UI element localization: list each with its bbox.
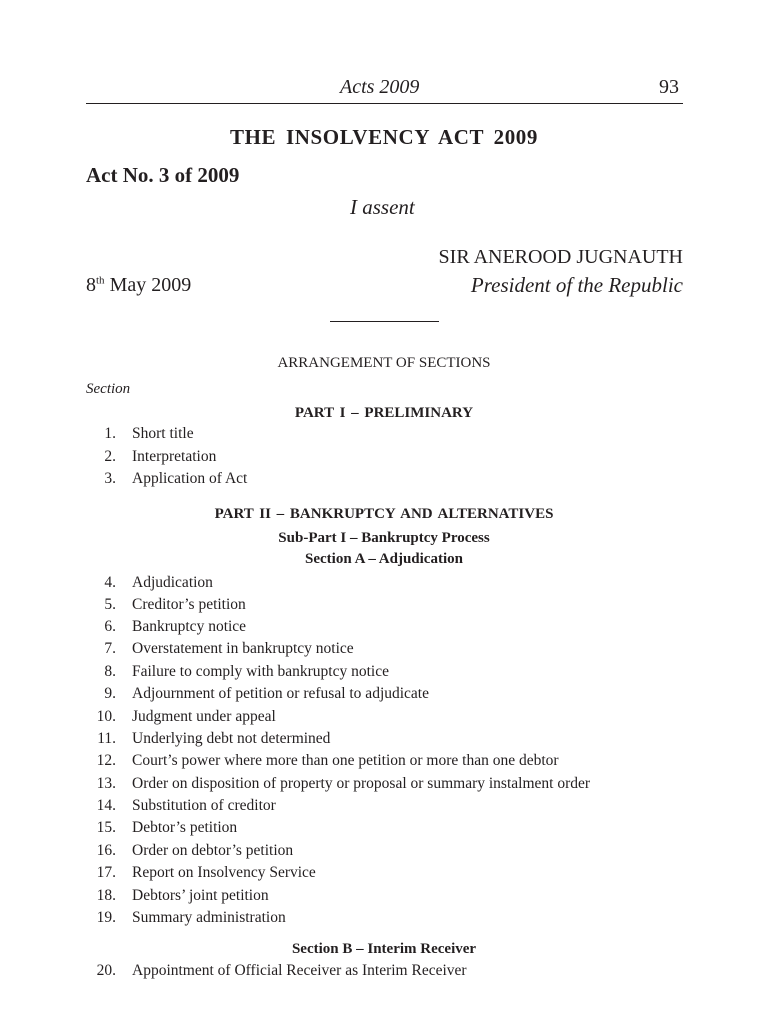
toc-row <box>0 685 768 707</box>
toc-row <box>0 909 768 931</box>
toc-number: 7. <box>104 640 116 657</box>
toc-number: 20. <box>96 962 116 979</box>
toc-title: Interpretation <box>132 448 217 465</box>
toc-number: 18. <box>96 887 116 904</box>
toc-title: Overstatement in bankruptcy notice <box>132 640 354 657</box>
toc-row <box>0 574 768 596</box>
toc-number: 4. <box>104 574 116 591</box>
toc-row <box>0 730 768 752</box>
toc-title: Summary administration <box>132 909 286 926</box>
arrangement-heading: ARRANGEMENT OF SECTIONS <box>277 355 491 371</box>
toc-row <box>0 596 768 618</box>
toc-number: 11. <box>97 730 116 747</box>
title-divider <box>330 321 439 322</box>
toc-title: Judgment under appeal <box>132 708 276 725</box>
toc-title: Appointment of Official Receiver as Interim Receiver <box>132 962 467 979</box>
toc-row <box>0 663 768 685</box>
subpart-1-heading: Sub-Part I – Bankruptcy Process <box>278 530 490 546</box>
part-2-heading: PART II – BANKRUPTCY AND ALTERNATIVES <box>214 506 554 522</box>
toc-title: Creditor’s petition <box>132 596 246 613</box>
toc-row <box>0 425 768 447</box>
president-name: SIR ANEROOD JUGNAUTH <box>438 246 683 268</box>
toc-title: Debtor’s petition <box>132 819 238 836</box>
toc-title: Substitution of creditor <box>132 797 276 814</box>
toc-title: Order on debtor’s petition <box>132 842 294 859</box>
toc-title: Application of Act <box>132 470 248 487</box>
section-column-label: Section <box>86 381 131 397</box>
assent-text: I assent <box>350 195 415 219</box>
toc-row <box>0 640 768 662</box>
assent-date-day: 8 <box>86 274 96 296</box>
president-title: President of the Republic <box>470 273 683 297</box>
toc-title: Adjournment of petition or refusal to adjudicate <box>132 685 429 702</box>
running-header-title: Acts 2009 <box>340 76 420 98</box>
toc-row <box>0 708 768 730</box>
section-a-heading: Section A – Adjudication <box>305 551 463 567</box>
toc-number: 13. <box>96 775 116 792</box>
toc-title: Bankruptcy notice <box>132 618 247 635</box>
toc-row <box>0 775 768 797</box>
toc-title: Order on disposition of property or proposal or summary instalment order <box>132 775 591 792</box>
toc-title: Debtors’ joint petition <box>132 887 269 904</box>
toc-number: 19. <box>96 909 116 926</box>
toc-row <box>0 470 768 492</box>
toc-title: Report on Insolvency Service <box>132 864 316 881</box>
section-b-heading: Section B – Interim Receiver <box>291 941 477 957</box>
toc-row <box>0 448 768 470</box>
toc-row <box>0 752 768 774</box>
assent-date-suffix: th <box>96 274 105 287</box>
toc-title: Underlying debt not determined <box>132 730 331 747</box>
toc-row <box>0 819 768 841</box>
toc-number: 5. <box>104 596 116 613</box>
toc-number: 15. <box>96 819 116 836</box>
toc-number: 1. <box>104 425 116 442</box>
assent-date <box>86 274 191 297</box>
toc-title: Short title <box>132 425 194 442</box>
toc-number: 9. <box>104 685 116 702</box>
toc-number: 17. <box>96 864 116 881</box>
act-title: THE INSOLVENCY ACT 2009 <box>229 125 539 149</box>
toc-title: Adjudication <box>132 574 213 591</box>
toc-row <box>0 962 768 984</box>
toc-number: 12. <box>96 752 116 769</box>
toc-title: Failure to comply with bankruptcy notice <box>132 663 389 680</box>
toc-row <box>0 618 768 640</box>
toc-number: 3. <box>104 470 116 487</box>
toc-number: 6. <box>104 618 116 635</box>
act-number: Act No. 3 of 2009 <box>86 163 240 187</box>
toc-number: 10. <box>96 708 116 725</box>
header-divider <box>86 103 683 104</box>
assent-date-month-year: May 2009 <box>104 274 192 296</box>
part-1-heading: PART I – PRELIMINARY <box>294 405 474 421</box>
toc-row <box>0 797 768 819</box>
toc-number: 16. <box>96 842 116 859</box>
page-number: 93 <box>659 76 679 98</box>
toc-row <box>0 864 768 886</box>
toc-row <box>0 887 768 909</box>
toc-title: Court’s power where more than one petition or more than one debtor <box>132 752 559 769</box>
toc-number: 8. <box>104 663 116 680</box>
toc-number: 2. <box>104 448 116 465</box>
toc-row <box>0 842 768 864</box>
toc-number: 14. <box>96 797 116 814</box>
